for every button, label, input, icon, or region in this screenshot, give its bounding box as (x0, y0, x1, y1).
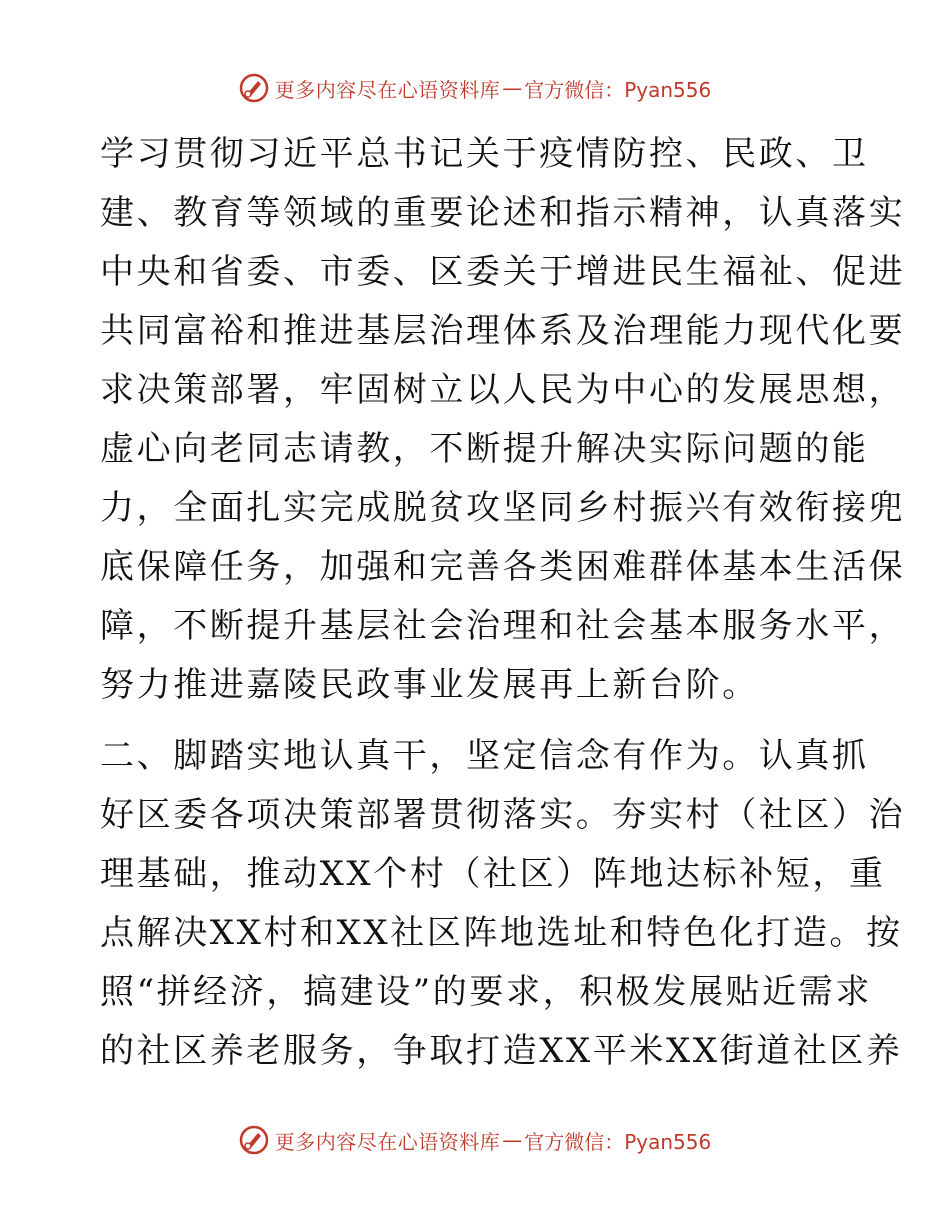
text-line: 建、教育等领域的重要论述和指示精神，认真落实 (100, 193, 906, 233)
watermark-dash: — (502, 1128, 523, 1152)
header-watermark (0, 68, 950, 108)
text-line: 求决策部署，牢固树立以人民为中心的发展思想， (100, 370, 906, 410)
watermark-suffix-text: 官方微信：Pyan556 (524, 77, 712, 102)
document-body (100, 125, 906, 1081)
text-line: 力，全面扎实完成脱贫攻坚同乡村振兴有效衔接兜 (100, 488, 906, 528)
text-line: 努力推进嘉陵民政事业发展再上新台阶。 (100, 665, 759, 705)
text-line: 底保障任务，加强和完善各类困难群体基本生活保 (100, 547, 906, 587)
logo-icon (239, 73, 269, 103)
text-line: 中央和省委、市委、区委关于增进民生福祉、促进 (100, 252, 906, 292)
footer-watermark (0, 1120, 950, 1160)
logo-icon (239, 1125, 269, 1155)
watermark-main-text: 更多内容尽在心语资料库 (274, 77, 501, 102)
text-line: 理基础，推动XX个村（社区）阵地达标补短，重 (100, 854, 886, 894)
text-line: 共同富裕和推进基层治理体系及治理能力现代化要 (100, 311, 906, 351)
text-line: 点解决XX村和XX社区阵地选址和特色化打造。按 (100, 913, 903, 953)
text-line: 二、脚踏实地认真干，坚定信念有作为。认真抓 (100, 736, 869, 776)
paragraph-1 (100, 125, 906, 715)
watermark-dash: — (502, 76, 523, 100)
text-line: 虚心向老同志请教，不断提升解决实际问题的能 (100, 429, 869, 469)
watermark-main-text: 更多内容尽在心语资料库 (274, 1129, 501, 1154)
paragraph-2 (100, 727, 906, 1081)
watermark-suffix-text: 官方微信：Pyan556 (524, 1129, 712, 1154)
text-line: 好区委各项决策部署贯彻落实。夯实村（社区）治 (100, 795, 906, 835)
text-line: 障，不断提升基层社会治理和社会基本服务水平， (100, 606, 906, 646)
text-line: 学习贯彻习近平总书记关于疫情防控、民政、卫 (100, 134, 869, 174)
text-line: 照“拼经济，搞建设”的要求，积极发展贴近需求 (100, 972, 872, 1012)
text-line: 的社区养老服务，争取打造XX平米XX街道社区养 (100, 1031, 903, 1071)
